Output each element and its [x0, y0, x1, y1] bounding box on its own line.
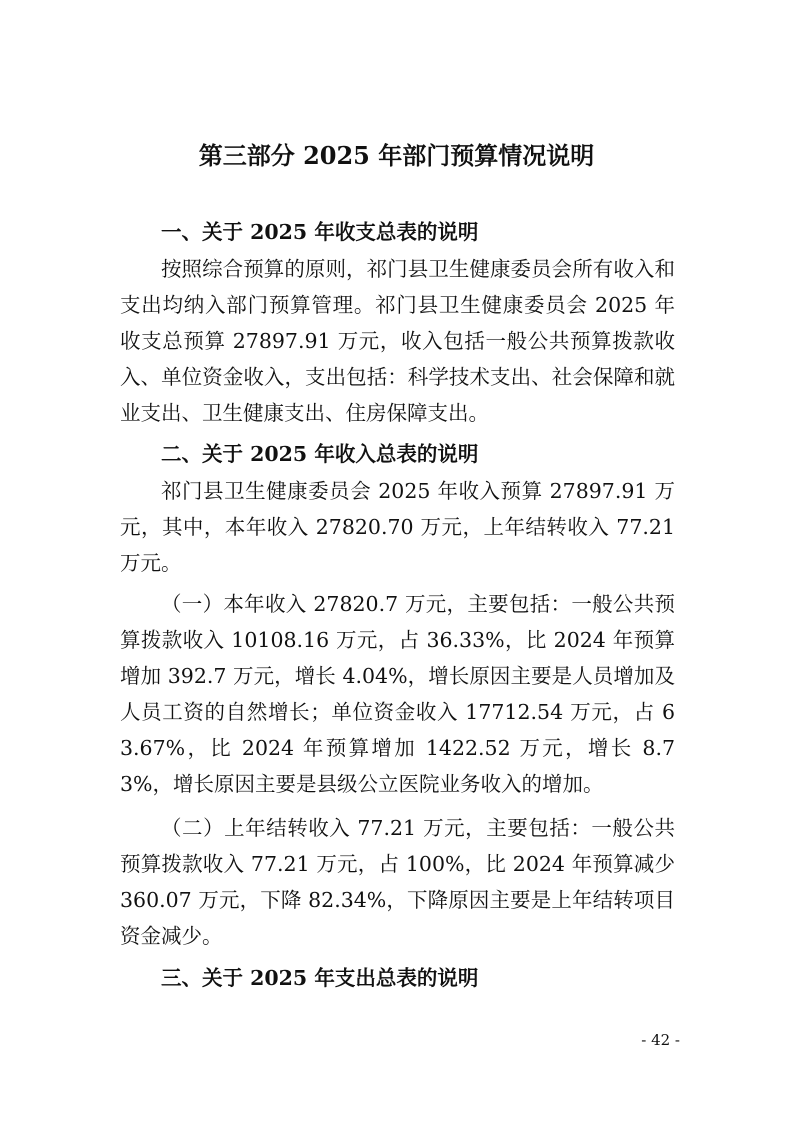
section-1-paragraph-1: 按照综合预算的原则，祁门县卫生健康委员会所有收入和支出均纳入部门预算管理。祁门县卫生健康委员会 2025 年收支总预算 27897.91 万元，收入包括一般公共预算拨款收入、单位资金收入，支出包括：科学技术支出、社会保障和就业支出、卫生健康支出、住房保障支出。: [120, 257, 675, 425]
section-heading-1: 一、关于 2025 年收支总表的说明: [161, 220, 479, 244]
section-2-paragraph-1: 祁门县卫生健康委员会 2025 年收入预算 27897.91 万元，其中，本年收入 27820.70 万元，上年结转收入 77.21 万元。: [120, 479, 675, 575]
page-title: 第三部分 2025 年部门预算情况说明: [198, 141, 595, 170]
page-number: - 42 -: [641, 1031, 680, 1049]
section-2-paragraph-2: （一）本年收入 27820.7 万元，主要包括：一般公共预算拨款收入 10108.16 万元，占 36.33%，比 2024 年预算增加 392.7 万元，增长 4.04%，增长原因主要是人员增加及人员工资的自然增长；单位资金收入 17712.54 万元，占 63.67%，比 2024 年预算增加 1422.52 万元，增长 8.73%，增长原因主要是县级公立医院业务收入的增加。: [120, 592, 675, 796]
section-heading-2: 二、关于 2025 年收入总表的说明: [161, 442, 479, 466]
section-heading-3: 三、关于 2025 年支出总表的说明: [161, 966, 479, 990]
section-2-paragraph-3: （二）上年结转收入 77.21 万元，主要包括：一般公共预算拨款收入 77.21 万元，占 100%，比 2024 年预算减少 360.07 万元，下降 82.34%，下降原因主要是上年结转项目资金减少。: [120, 816, 675, 948]
